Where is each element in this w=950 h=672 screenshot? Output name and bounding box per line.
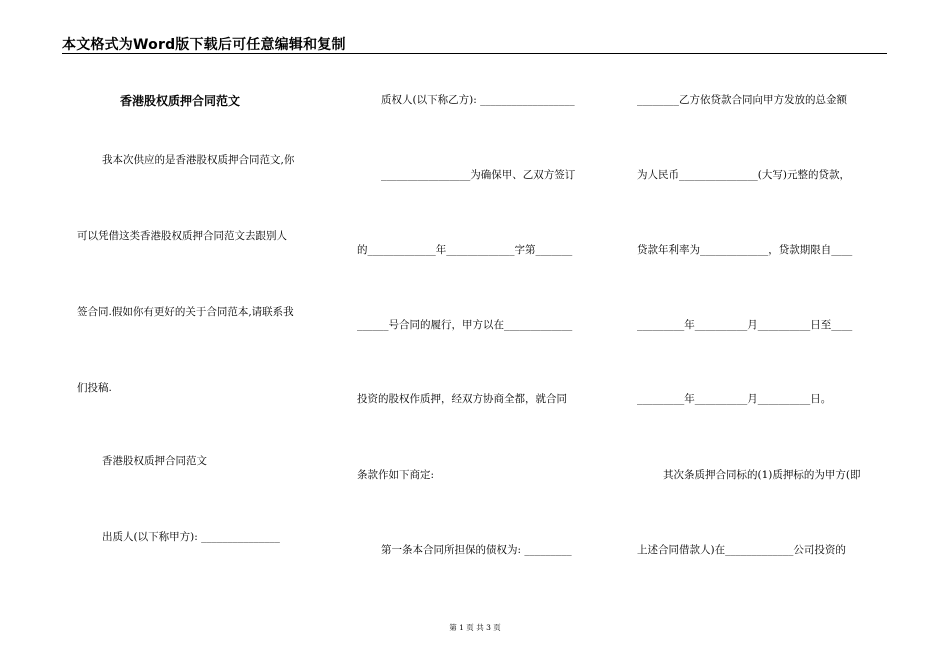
col1-line-3: 签合同.假如你有更好的关于合同范本,请联系我: [77, 306, 294, 318]
col2-line-5: 投资的股权作质押，经双方协商全都，就合同: [357, 393, 567, 405]
col1-line-1: 我本次供应的是香港股权质押合同范文,你: [102, 154, 295, 166]
col3-line-1: ________乙方依贷款合同向甲方发放的总金额: [637, 94, 847, 106]
header-divider: [62, 53, 887, 54]
col2-line-7: 第一条本合同所担保的债权为: _________: [381, 544, 572, 556]
col1-line-6: 出质人(以下称甲方): _______________: [102, 531, 280, 543]
col3-line-3: 贷款年利率为_____________，贷款期限自____: [637, 244, 853, 256]
col1-line-4: 们投稿.: [77, 382, 112, 394]
col3-line-4: _________年__________月__________日至____: [637, 319, 853, 331]
col2-line-4: ______号合同的履行，甲方以在_____________: [357, 319, 573, 331]
col2-line-1: 质权人(以下称乙方): __________________: [381, 94, 575, 106]
col1-line-5: 香港股权质押合同范文: [102, 455, 207, 467]
col2-line-2: _________________为确保甲、乙双方签订: [381, 169, 576, 181]
col2-line-6: 条款作如下商定:: [357, 469, 435, 481]
page-number: 第 1 页 共 3 页: [449, 623, 501, 632]
col2-line-3: 的_____________年_____________字第_______: [357, 244, 573, 256]
col3-line-7: 上述合同借款人)在_____________公司投资的: [637, 544, 846, 556]
col1-line-2: 可以凭借这类香港股权质押合同范文去跟别人: [77, 230, 287, 242]
col3-line-2: 为人民币_______________(大写)元整的贷款，: [637, 169, 850, 181]
col3-line-6: 其次条质押合同标的(1)质押标的为甲方(即: [663, 469, 861, 481]
document-header-title: 本文格式为Word版下载后可任意编辑和复制: [62, 37, 346, 53]
col3-line-5: _________年__________月__________日。: [637, 393, 832, 405]
document-title: 香港股权质押合同范文: [120, 94, 241, 108]
